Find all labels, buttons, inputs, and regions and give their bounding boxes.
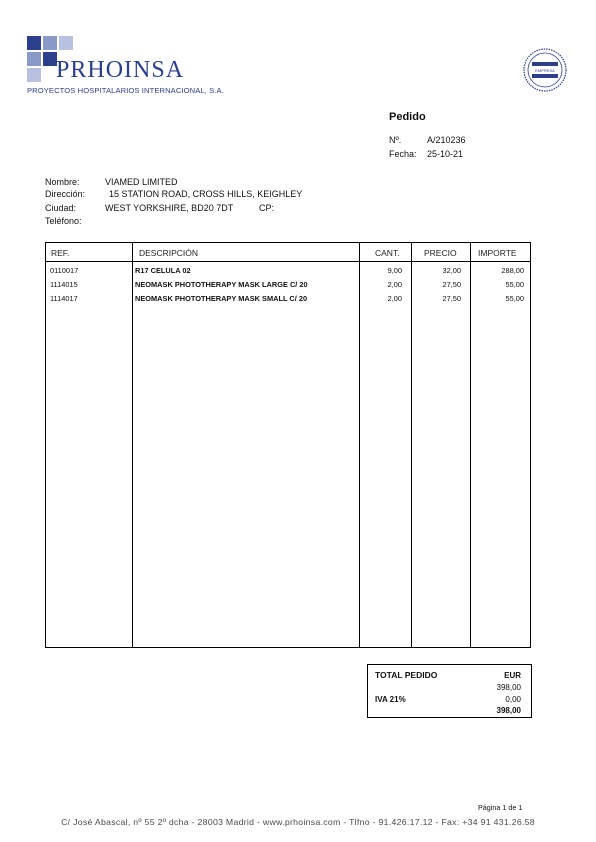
row-2-ref: 1114015 (50, 280, 78, 289)
row-2-description: NEOMASK PHOTOTHERAPY MASK LARGE C/ 20 (135, 280, 308, 289)
total-subtotal: 398,00 (496, 683, 521, 692)
row-3-quantity: 2,00 (387, 294, 402, 303)
header-price: PRECIO (424, 248, 457, 258)
customer-city: WEST YORKSHIRE, BD20 7DT (105, 203, 234, 213)
row-1-description: R17 CELULA 02 (135, 266, 191, 275)
header-amount: IMPORTE (478, 248, 517, 258)
vat-amount: 0,00 (505, 695, 521, 704)
row-2-amount: 55,00 (505, 280, 524, 289)
customer-name: VIAMED LIMITED (105, 177, 178, 187)
customer-address: 15 STATION ROAD, CROSS HILLS, KEIGHLEY (109, 189, 303, 199)
row-3-amount: 55,00 (505, 294, 524, 303)
header-quantity: CANT. (375, 248, 400, 258)
header-ref: REF. (51, 248, 70, 258)
row-3-price: 27,50 (442, 294, 461, 303)
company-subtitle: PROYECTOS HOSPITALARIOS INTERNACIONAL, S.A. (27, 86, 224, 95)
row-3-ref: 1114017 (50, 294, 78, 303)
row-2-quantity: 2,00 (387, 280, 402, 289)
customer-name-label: Nombre: (45, 177, 80, 187)
header-description: DESCRIPCIÓN (139, 248, 199, 258)
document-title: Pedido (389, 111, 426, 123)
customer-address-label: Dirección: (45, 189, 86, 199)
row-1-ref: 0110017 (50, 266, 79, 275)
totals-box (367, 664, 532, 718)
grand-total: 398,00 (496, 706, 521, 715)
customer-city-label: Ciudad: (45, 203, 77, 213)
customer-cp-label: CP: (259, 203, 275, 213)
customer-phone-label: Teléfono: (45, 216, 82, 226)
certification-seal-icon (523, 48, 567, 92)
items-table (45, 242, 531, 648)
vat-label: IVA 21% (375, 695, 406, 704)
company-name: PRHOINSA (56, 57, 185, 83)
order-date-label: Fecha: (389, 149, 417, 159)
order-number: A/210236 (427, 135, 466, 145)
row-1-amount: 288,00 (501, 266, 524, 275)
company-address-footer: C/ José Abascal, nº 55 2º dcha - 28003 Madrid - www.prhoinsa.com - Tlfno - 91.426.17.12 - Fax: +34 91 431.26.58 (61, 817, 535, 827)
row-2-price: 27,50 (442, 280, 461, 289)
svg-text:EMPRESA: EMPRESA (535, 68, 555, 73)
order-number-label: Nº. (389, 135, 402, 145)
row-1-price: 32,00 (442, 266, 461, 275)
total-currency: EUR (504, 671, 521, 680)
total-label: TOTAL PEDIDO (375, 670, 438, 680)
order-date: 25-10-21 (427, 149, 464, 159)
row-3-description: NEOMASK PHOTOTHERAPY MASK SMALL C/ 20 (135, 294, 308, 303)
row-1-quantity: 9,00 (387, 266, 402, 275)
page-number: Página 1 de 1 (478, 803, 523, 812)
